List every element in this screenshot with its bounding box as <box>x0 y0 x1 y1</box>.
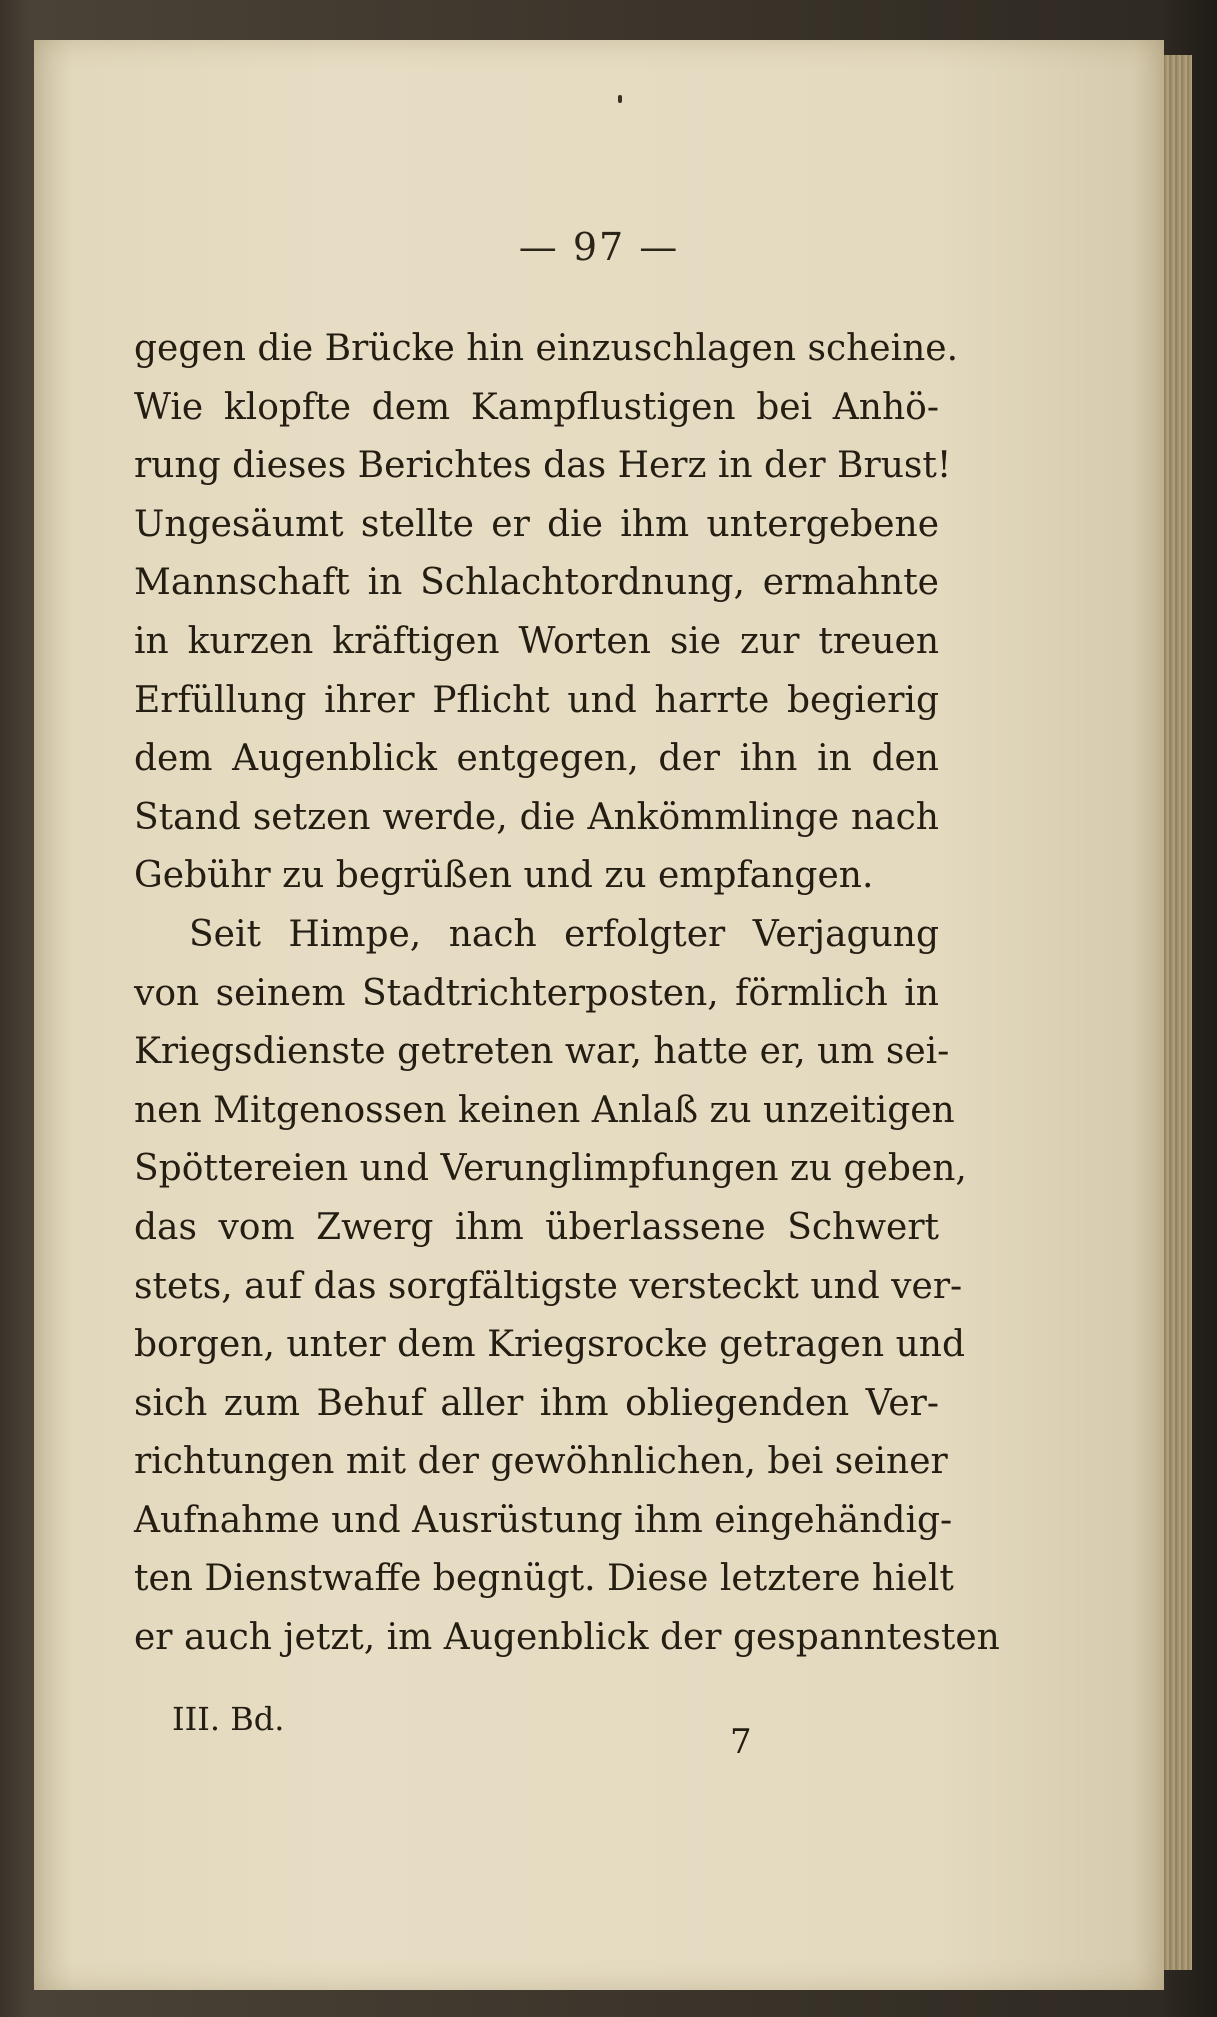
text-line: gegen die Brücke hin einzuschlagen scheine. <box>134 328 959 369</box>
text-line: Erfüllung ihrer Pflicht und harrte begierig <box>134 679 939 721</box>
text-line: Spöttereien und Verunglimpfungen zu geben, <box>134 1148 967 1190</box>
text-line: borgen, unter dem Kriegsrocke getragen und <box>134 1324 966 1366</box>
page-number-header: — 97 — <box>518 225 680 269</box>
ink-speck <box>618 95 622 103</box>
text-line: Mannschaft in Schlachtordnung, ermahnte <box>134 562 939 604</box>
text-line: richtungen mit der gewöhnlichen, bei seiner <box>134 1441 948 1483</box>
text-line: stets, auf das sorgfältigste versteckt und ver- <box>134 1265 963 1307</box>
text-line: er auch jetzt, im Augenblick der gespanntesten <box>134 1617 1000 1659</box>
text-line: Stand setzen werde, die Ankömmlinge nach <box>134 796 939 838</box>
text-line: Gebühr zu begrüßen und zu empfangen. <box>134 855 874 897</box>
text-line: Aufnahme und Ausrüstung ihm eingehändig- <box>134 1499 953 1541</box>
text-line: rung dieses Berichtes das Herz in der Brust! <box>134 445 952 487</box>
text-line: Wie klopfte dem Kampflustigen bei Anhö- <box>134 386 939 428</box>
text-line: von seinem Stadtrichterposten, förmlich in <box>134 972 939 1014</box>
text-line: dem Augenblick entgegen, der ihn in den <box>134 738 939 780</box>
book-page <box>34 40 1164 1990</box>
text-line: in kurzen kräftigen Worten sie zur treuen <box>134 620 939 662</box>
text-line: Kriegsdienste getreten war, hatte er, um sei- <box>134 1031 950 1073</box>
body-text <box>134 320 1000 1668</box>
text-line: Seit Himpe, nach erfolgter Verjagung <box>189 913 939 955</box>
text-line: nen Mitgenossen keinen Anlaß zu unzeitigen <box>134 1089 955 1131</box>
sheet-number: 7 <box>730 1722 752 1762</box>
volume-signature: III. Bd. <box>172 1700 285 1738</box>
book-page-edges <box>1160 55 1192 1970</box>
text-line: sich zum Behuf aller ihm obliegenden Ver- <box>134 1382 939 1424</box>
text-line: Ungesäumt stellte er die ihm untergebene <box>134 503 939 545</box>
text-line: ten Dienstwaffe begnügt. Diese letztere hielt <box>134 1558 954 1600</box>
text-line: das vom Zwerg ihm überlassene Schwert <box>134 1206 939 1248</box>
